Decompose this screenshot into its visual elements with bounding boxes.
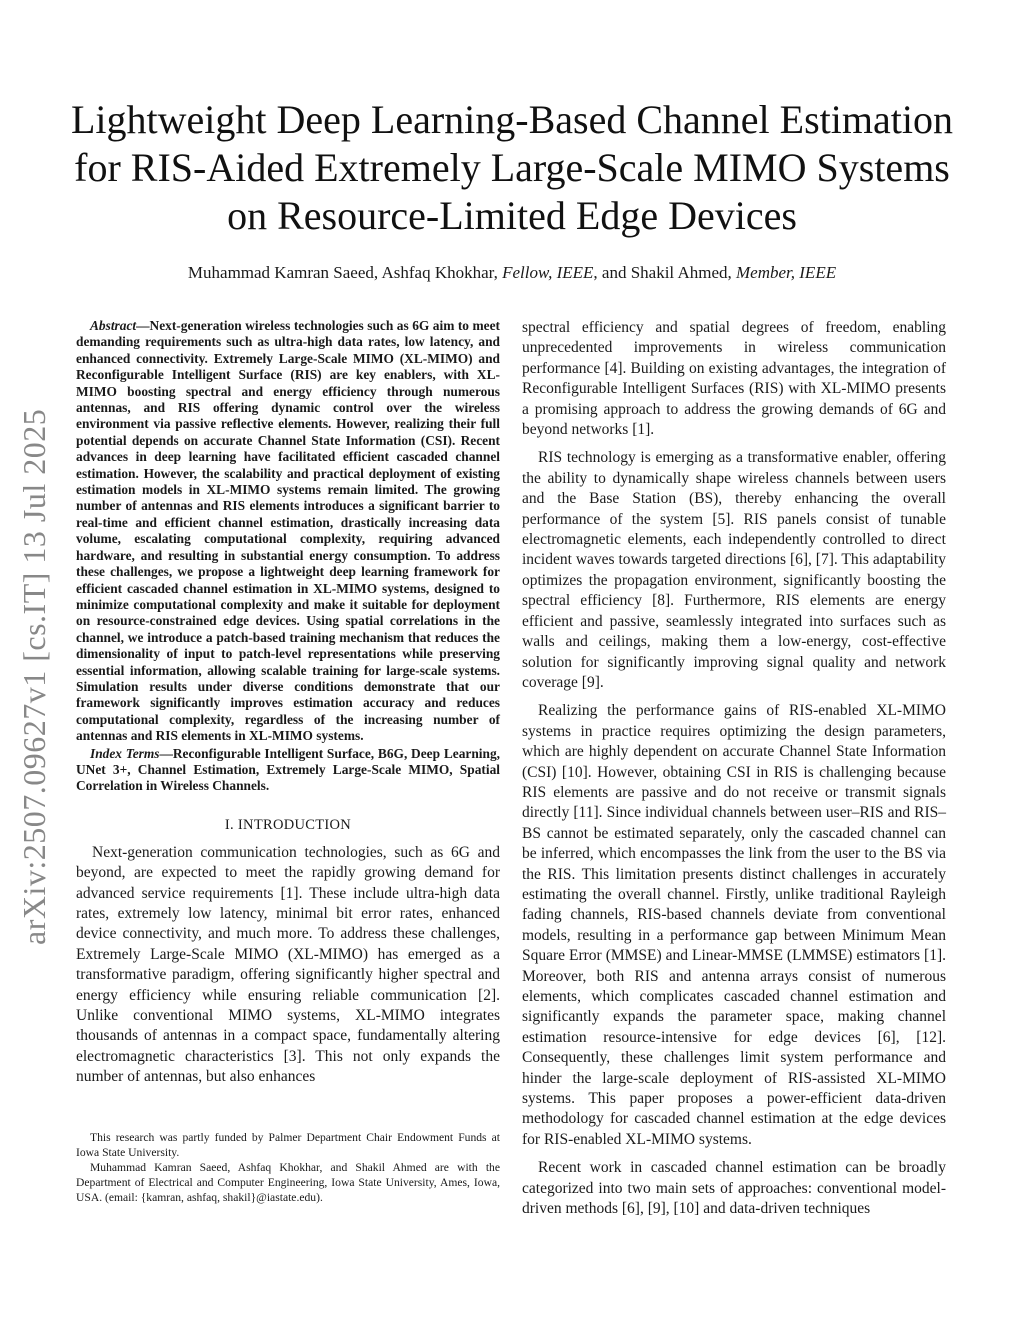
intro-paragraph: Next-generation communication technologies, such as 6G and beyond, are expected to meet the rapidly growing demand for advanced service requirements [1]. These include ultra-high data rates, extremely low latency, minimal bit error rates, enhanced device connectivity, and much more. To address these challenges, Extremely Large-Scale MIMO (XL-MIMO) has emerged as a transformative paradigm, offering significantly higher spectral and energy efficiency while ensuring reliable communication [2]. Unlike conventional MIMO systems, XL-MIMO integrates thousands of antennas in a compact space, fundamentally altering electromagnetic characteristics [3]. This not only expands the number of antennas, but also enhances [76,843,500,1086]
paragraph-recent-work: Recent work in cascaded channel estimation can be broadly categorized into two main sets of approaches: conventional model-driven methods [6], [9], [10] and data-driven techniques [522,1159,946,1218]
author-role-2: Member, IEEE [736,263,837,282]
index-terms-text: —Reconfigurable Intelligent Surface, B6G, Deep Learning, UNet 3+, Channel Estimation, Extremely Large-Scale MIMO, Spatial Correlation in Wireless Channels. [76,745,500,794]
section-title-rest: NTRODUCTION [243,816,352,833]
right-column [522,318,946,1219]
footnote-affiliation: Muhammad Kamran Saeed, Ashfaq Khokhar, and Shakil Ahmed are with the Department of Electrical and Computer Engineering, Iowa State University, Ames, Iowa, USA. (email: {kamran, ashfaq, shakil}@iastate.edu). [76,1161,500,1204]
paragraph-ris-technology: RIS technology is emerging as a transformative enabler, offering the ability to dynamically shape wireless channels between users and the Base Station (BS), thereby enhancing the overall performance of the system [5]. RIS panels consist of tunable electromagnetic elements, each independently controlled to direct incident waves towards targeted directions [6], [7]. This adaptability optimizes the propagation environment, significantly boosting the spectral efficiency [8]. Furthermore, RIS elements are energy efficient and passive, seamlessly integrated into surfaces such as walls and ceilings, making them a low-energy, cost-effective solution for significantly improving signal quality and network coverage [9]. [522,449,946,691]
section-initial: I [237,816,244,833]
index-terms-label: Index Terms [90,745,160,761]
footnotes [76,1130,500,1205]
author-names-1: Muhammad Kamran Saeed, Ashfaq Khokhar, [187,263,503,282]
author-names-2: , and Shakil Ahmed, [593,263,737,282]
author-role-1: Fellow, IEEE [502,263,594,282]
footnote-funding: This research was partly funded by Palmer Department Chair Endowment Funds at Iowa State University. [76,1131,500,1159]
paragraph-csi-challenges: Realizing the performance gains of RIS-enabled XL-MIMO systems in practice requires optimizing the design parameters, which are highly dependent on accurate Channel State Information (CSI) [10]. However, obtaining CSI in RIS is challenging because RIS elements are passive and do not receive or transmit signals directly [11]. Since individual channels between user–RIS and RIS–BS cannot be estimated separately, only the cascaded channel can be inferred, which encompasses the link from the user to the BS via the RIS. This limitation presents distinct challenges in accurately estimating the overall channel. Firstly, unlike traditional Rayleigh fading channels, RIS-based channels deviate from conventional models, resulting in a performance gap between Minimum Mean Square Error (MMSE) and Linear-MMSE (LMMSE) estimators [1]. Moreover, both RIS and antenna arrays consist of numerous elements, which complicates cascaded channel estimation and significantly expands the parameter space, making channel estimation resource-intensive for edge devices [6], [12]. Consequently, these challenges limit system performance and hinder the large-scale deployment of RIS-assisted XL-MIMO systems. This paper proposes a power-efficient data-driven methodology for cascaded channel estimation at the edge devices for RIS-enabled XL-MIMO systems. [522,702,946,1148]
section-heading-introduction [76,815,500,835]
paragraph-continuation: spectral efficiency and spatial degrees of freedom, enabling unprecedented improvements in wireless communication performance [4]. Building on existing advantages, the integration of Reconfigurable Intelligent Surfaces (RIS) with XL-MIMO presents a promising approach to address the growing demands of 6G and beyond networks [1]. [522,319,946,439]
section-numeral: I. [224,816,238,833]
author-line [60,262,964,284]
index-terms [76,746,500,795]
abstract-label: Abstract [90,318,137,333]
arxiv-stamp: arXiv:2507.09627v1 [cs.IT] 13 Jul 2025 [16,408,52,945]
left-column [76,318,500,1088]
abstract-text: —Next-generation wireless technologies such as 6G aim to meet demanding requirements such as ultra-high data rates, low latency, and enhanced connectivity. Extremely Large-Scale MIMO (XL-MIMO) and Reconfigurable Intelligent Surface (RIS) are key enablers, with XL-MIMO boosting spectral and energy efficiency through numerous antennas, and RIS offering dynamic control over the wireless environment via passive reflective elements. However, realizing their full potential depends on accurate Channel State Information (CSI). Recent advances in deep learning have facilitated efficient cascaded channel estimation. However, the scalability and practical deployment of existing estimation models in XL-MIMO systems remain limited. The growing number of antennas and RIS elements introduces a significant barrier to real-time and efficient channel estimation, drastically increasing data volume, escalating computational complexity, requiring advanced hardware, and resulting in substantial energy consumption. To address these challenges, we propose a lightweight deep learning framework for efficient cascaded channel estimation in XL-MIMO systems, designed to minimize computational complexity and make it suitable for deployment on resource-constrained edge devices. Using spatial correlations in the channel, we introduce a patch-based training mechanism that reduces the dimensionality of input to patch-level representations while preserving essential information, allowing scalable training for large-scale systems. Simulation results under diverse conditions demonstrate that our framework significantly improves estimation accuracy and reduces computational complexity, regardless of the increasing number of antennas and RIS elements in XL-MIMO systems. [76,318,500,744]
paper-title: Lightweight Deep Learning-Based Channel Estimation for RIS-Aided Extremely Large-Scale MIMO Systems on Resource-Limited Edge Devices [71,97,953,238]
abstract [76,318,500,745]
